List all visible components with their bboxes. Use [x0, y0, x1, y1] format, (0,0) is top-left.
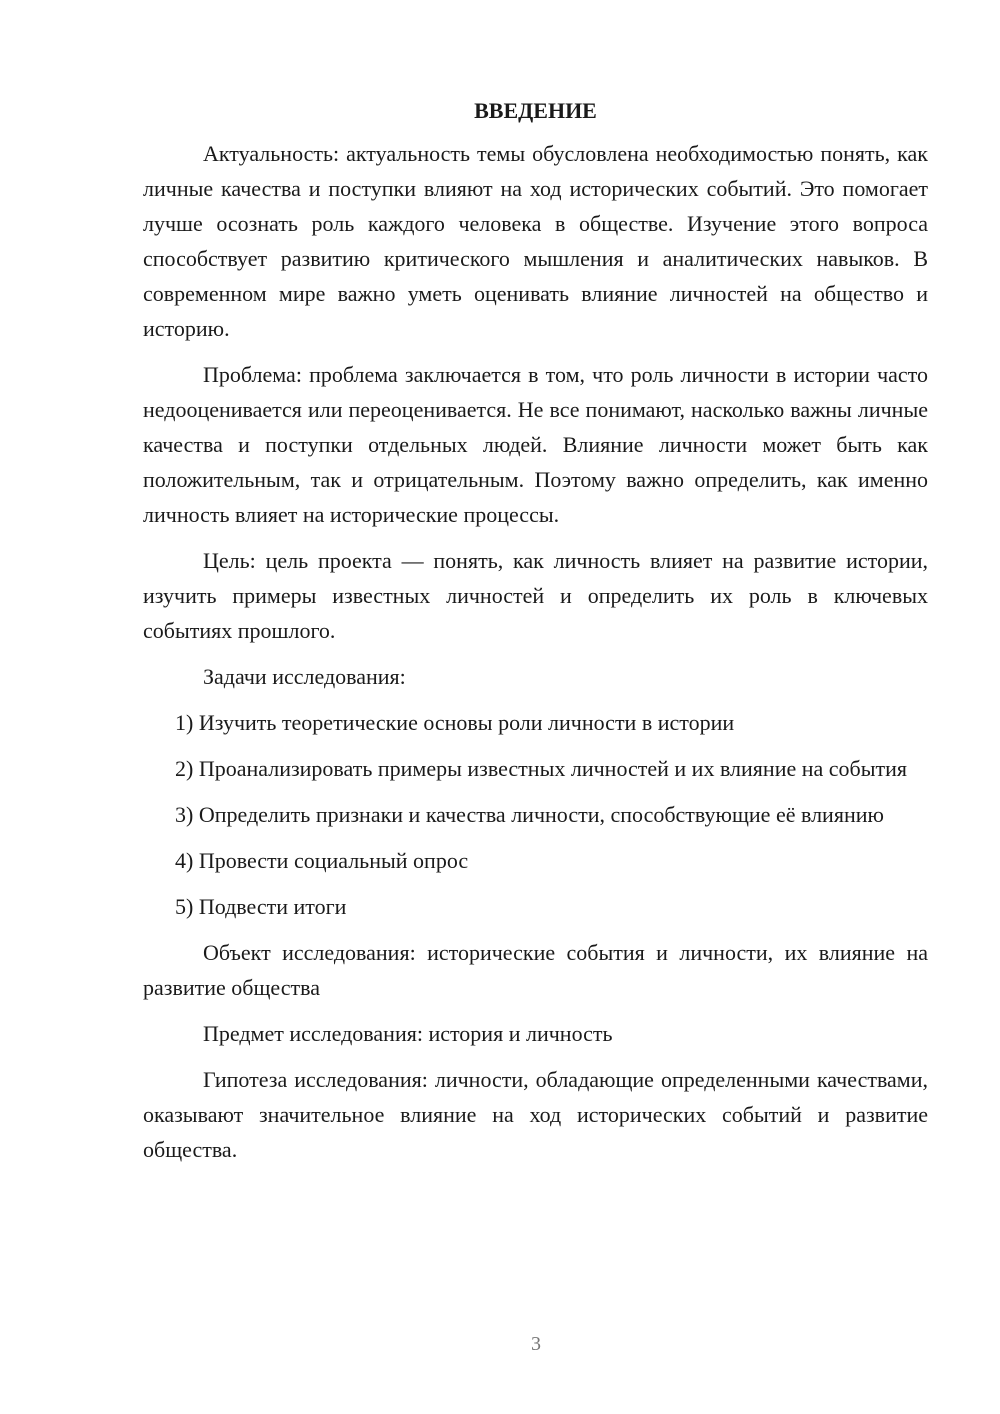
tasks-title: Задачи исследования: [203, 664, 406, 689]
relevance-paragraph: Актуальность: актуальность темы обусловлена необходимостью понять, как личные качества и поступки влияют на ход исторических событий. Это помогает лучше осознать роль каждого человека в обществе. Изучение этого вопроса способствует развитию критического мышления и аналитических навыков. В современном мире важно уметь оценивать влияние личностей на общество и историю. [143, 141, 928, 341]
hypothesis-paragraph: Гипотеза исследования: личности, обладающие определенными качествами, оказывают значительное влияние на ход исторических событий и развитие общества. [143, 1067, 928, 1162]
problem-paragraph: Проблема: проблема заключается в том, что роль личности в истории часто недооценивается или переоценивается. Не все понимают, насколько важны личные качества и поступки отдельных людей. Влияние личности может быть как положительным, так и отрицательным. Поэтому важно определить, как именно личность влияет на исторические процессы. [143, 362, 928, 527]
document-page [143, 96, 928, 1178]
goal-paragraph: Цель: цель проекта — понять, как личность влияет на развитие истории, изучить примеры известных личностей и определить их роль в ключевых событиях прошлого. [143, 548, 928, 643]
task-item-2: 2) Проанализировать примеры известных личностей и их влияние на события [175, 756, 908, 781]
page-number: 3 [531, 1333, 541, 1355]
task-item-4: 4) Провести социальный опрос [175, 848, 469, 873]
task-item-3: 3) Определить признаки и качества личности, способствующие её влиянию [175, 802, 884, 827]
page-title: ВВЕДЕНИЕ [474, 98, 597, 123]
subject-paragraph: Предмет исследования: история и личность [203, 1021, 613, 1046]
task-item-1: 1) Изучить теоретические основы роли личности в истории [175, 710, 735, 735]
task-item-5: 5) Подвести итоги [175, 894, 347, 919]
object-paragraph: Объект исследования: исторические события и личности, их влияние на развитие общества [143, 940, 928, 1000]
